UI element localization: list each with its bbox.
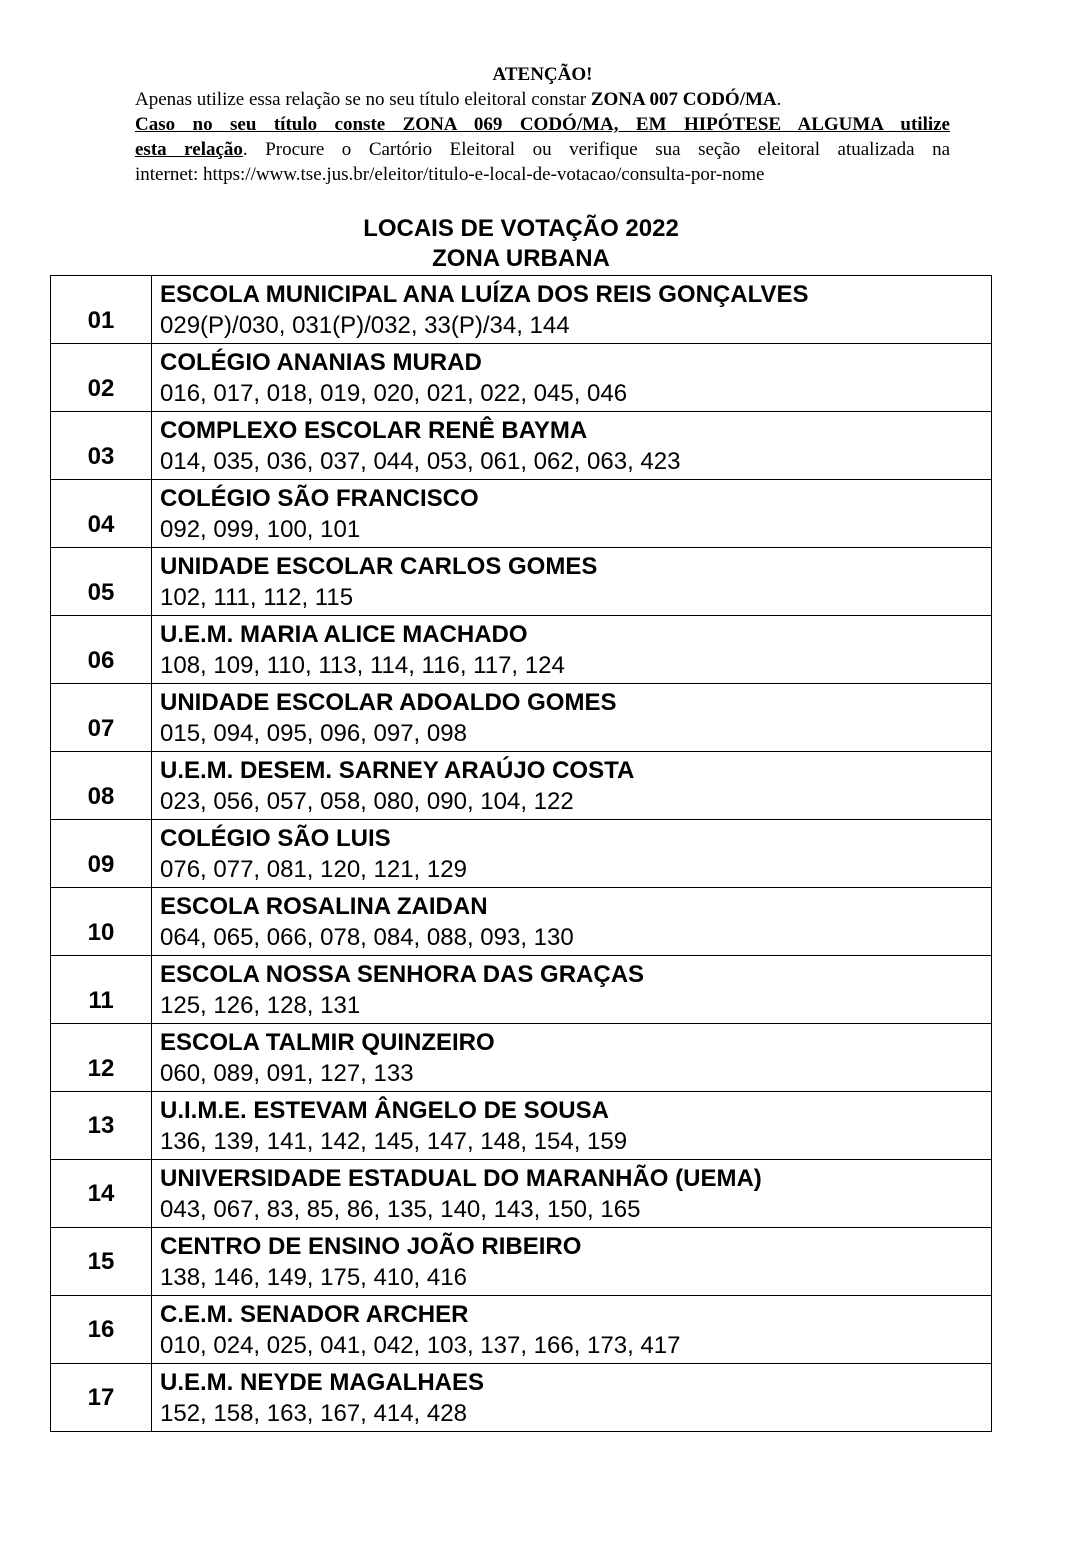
voting-locations-table (50, 275, 992, 1432)
location-info-cell (152, 1364, 992, 1432)
table-row (51, 1092, 992, 1160)
section-numbers: 014, 035, 036, 037, 044, 053, 061, 062, 063, 423 (160, 447, 681, 475)
section-numbers: 125, 126, 128, 131 (160, 991, 361, 1019)
location-number: 05 (87, 578, 115, 606)
table-row (51, 684, 992, 752)
notice-line-2 (135, 112, 950, 137)
table-row (51, 956, 992, 1024)
school-name: UNIDADE ESCOLAR CARLOS GOMES (160, 552, 598, 580)
table-row (51, 412, 992, 480)
school-name: COLÉGIO SÃO LUIS (160, 824, 391, 852)
location-number-cell (51, 1160, 152, 1228)
location-number: 10 (87, 918, 115, 946)
table-row (51, 616, 992, 684)
notice-line-4 (135, 162, 950, 187)
tse-url-text: internet: https://www.tse.jus.br/eleitor/titulo-e-local-de-votacao/consulta-por-nome (135, 164, 765, 185)
school-name: COLÉGIO SÃO FRANCISCO (160, 484, 479, 512)
notice-line-3-text: . Procure o Cartório Eleitoral ou verifique sua seção eleitoral atualizada na (242, 139, 950, 160)
location-info-cell (152, 1024, 992, 1092)
location-number: 02 (87, 374, 115, 402)
location-info-cell (152, 1092, 992, 1160)
location-number-cell (51, 412, 152, 480)
section-numbers: 016, 017, 018, 019, 020, 021, 022, 045, 046 (160, 379, 628, 407)
location-info-cell (152, 1296, 992, 1364)
section-numbers: 108, 109, 110, 113, 114, 116, 117, 124 (160, 651, 565, 679)
location-info-cell (152, 956, 992, 1024)
school-name: U.E.M. NEYDE MAGALHAES (160, 1368, 485, 1396)
section-numbers: 064, 065, 066, 078, 084, 088, 093, 130 (160, 923, 574, 951)
section-numbers: 029(P)/030, 031(P)/032, 33(P)/34, 144 (160, 311, 570, 339)
section-numbers: 152, 158, 163, 167, 414, 428 (160, 1399, 467, 1427)
location-number-cell (51, 752, 152, 820)
location-number-cell (51, 1364, 152, 1432)
notice-line-1-end: . (776, 89, 782, 110)
table-row (51, 752, 992, 820)
location-number-cell (51, 480, 152, 548)
location-info-cell (152, 1228, 992, 1296)
school-name: U.I.M.E. ESTEVAM ÂNGELO DE SOUSA (160, 1096, 609, 1124)
school-name: U.E.M. DESEM. SARNEY ARAÚJO COSTA (160, 756, 635, 784)
location-number: 14 (87, 1179, 115, 1207)
location-number: 16 (87, 1315, 115, 1343)
notice-title: ATENÇÃO! (492, 64, 593, 85)
location-number-cell (51, 956, 152, 1024)
location-info-cell (152, 480, 992, 548)
location-number: 07 (87, 714, 115, 742)
table-row (51, 1160, 992, 1228)
school-name: ESCOLA ROSALINA ZAIDAN (160, 892, 488, 920)
location-number: 13 (87, 1111, 115, 1139)
notice-line-3-emphasis: esta relação (135, 139, 243, 160)
location-info-cell (152, 1160, 992, 1228)
location-info-cell (152, 820, 992, 888)
school-name: ESCOLA MUNICIPAL ANA LUÍZA DOS REIS GONÇALVES (160, 280, 809, 308)
section-numbers: 015, 094, 095, 096, 097, 098 (160, 719, 467, 747)
notice-line-1 (135, 87, 950, 112)
location-number-cell (51, 1228, 152, 1296)
location-number-cell (51, 548, 152, 616)
school-name: U.E.M. MARIA ALICE MACHADO (160, 620, 528, 648)
table-row (51, 1024, 992, 1092)
location-number: 17 (87, 1383, 115, 1411)
section-numbers: 043, 067, 83, 85, 86, 135, 140, 143, 150, 165 (160, 1195, 641, 1223)
table-row (51, 1364, 992, 1432)
location-number: 06 (87, 646, 115, 674)
location-number: 09 (87, 850, 115, 878)
location-number: 15 (87, 1247, 115, 1275)
page-subtitle: ZONA URBANA (432, 245, 610, 272)
location-info-cell (152, 412, 992, 480)
zone-007-highlight: ZONA 007 CODÓ/MA (590, 89, 777, 110)
location-number-cell (51, 820, 152, 888)
location-number: 04 (87, 510, 115, 538)
voting-locations-body (51, 276, 992, 1432)
location-info-cell (152, 752, 992, 820)
location-number-cell (51, 1024, 152, 1092)
attention-notice (135, 62, 950, 187)
table-row (51, 548, 992, 616)
school-name: COMPLEXO ESCOLAR RENÊ BAYMA (160, 416, 588, 444)
notice-line-1-text: Apenas utilize essa relação se no seu título eleitoral constar (135, 89, 591, 110)
location-info-cell (152, 684, 992, 752)
table-row (51, 1296, 992, 1364)
school-name: ESCOLA TALMIR QUINZEIRO (160, 1028, 495, 1056)
section-numbers: 136, 139, 141, 142, 145, 147, 148, 154, 159 (160, 1127, 628, 1155)
school-name: C.E.M. SENADOR ARCHER (160, 1300, 469, 1328)
location-number: 12 (87, 1054, 115, 1082)
school-name: ESCOLA NOSSA SENHORA DAS GRAÇAS (160, 960, 645, 988)
section-numbers: 060, 089, 091, 127, 133 (160, 1059, 414, 1087)
zone-069-warning: Caso no seu título conste ZONA 069 CODÓ/MA, EM HIPÓTESE ALGUMA utilize (135, 114, 950, 135)
school-name: UNIVERSIDADE ESTADUAL DO MARANHÃO (UEMA) (160, 1164, 762, 1192)
table-row (51, 344, 992, 412)
section-numbers: 076, 077, 081, 120, 121, 129 (160, 855, 467, 883)
location-number-cell (51, 1092, 152, 1160)
location-info-cell (152, 616, 992, 684)
school-name: CENTRO DE ENSINO JOÃO RIBEIRO (160, 1232, 582, 1260)
location-info-cell (152, 548, 992, 616)
location-info-cell (152, 344, 992, 412)
school-name: COLÉGIO ANANIAS MURAD (160, 348, 482, 376)
location-number: 11 (88, 986, 114, 1014)
location-number-cell (51, 1296, 152, 1364)
table-row (51, 480, 992, 548)
section-numbers: 138, 146, 149, 175, 410, 416 (160, 1263, 467, 1291)
location-number-cell (51, 684, 152, 752)
location-number: 03 (87, 442, 115, 470)
location-number-cell (51, 888, 152, 956)
section-numbers: 023, 056, 057, 058, 080, 090, 104, 122 (160, 787, 574, 815)
location-number: 01 (87, 306, 115, 334)
location-number-cell (51, 616, 152, 684)
section-numbers: 092, 099, 100, 101 (160, 515, 361, 543)
location-info-cell (152, 276, 992, 344)
table-row (51, 276, 992, 344)
location-info-cell (152, 888, 992, 956)
location-number: 08 (87, 782, 115, 810)
location-number-cell (51, 344, 152, 412)
table-row (51, 888, 992, 956)
school-name: UNIDADE ESCOLAR ADOALDO GOMES (160, 688, 617, 716)
table-row (51, 1228, 992, 1296)
page-title: LOCAIS DE VOTAÇÃO 2022 (363, 215, 679, 242)
section-numbers: 102, 111, 112, 115 (160, 583, 354, 611)
section-numbers: 010, 024, 025, 041, 042, 103, 137, 166, 173, 417 (160, 1331, 681, 1359)
location-number-cell (51, 276, 152, 344)
table-row (51, 820, 992, 888)
notice-line-3 (135, 137, 950, 162)
